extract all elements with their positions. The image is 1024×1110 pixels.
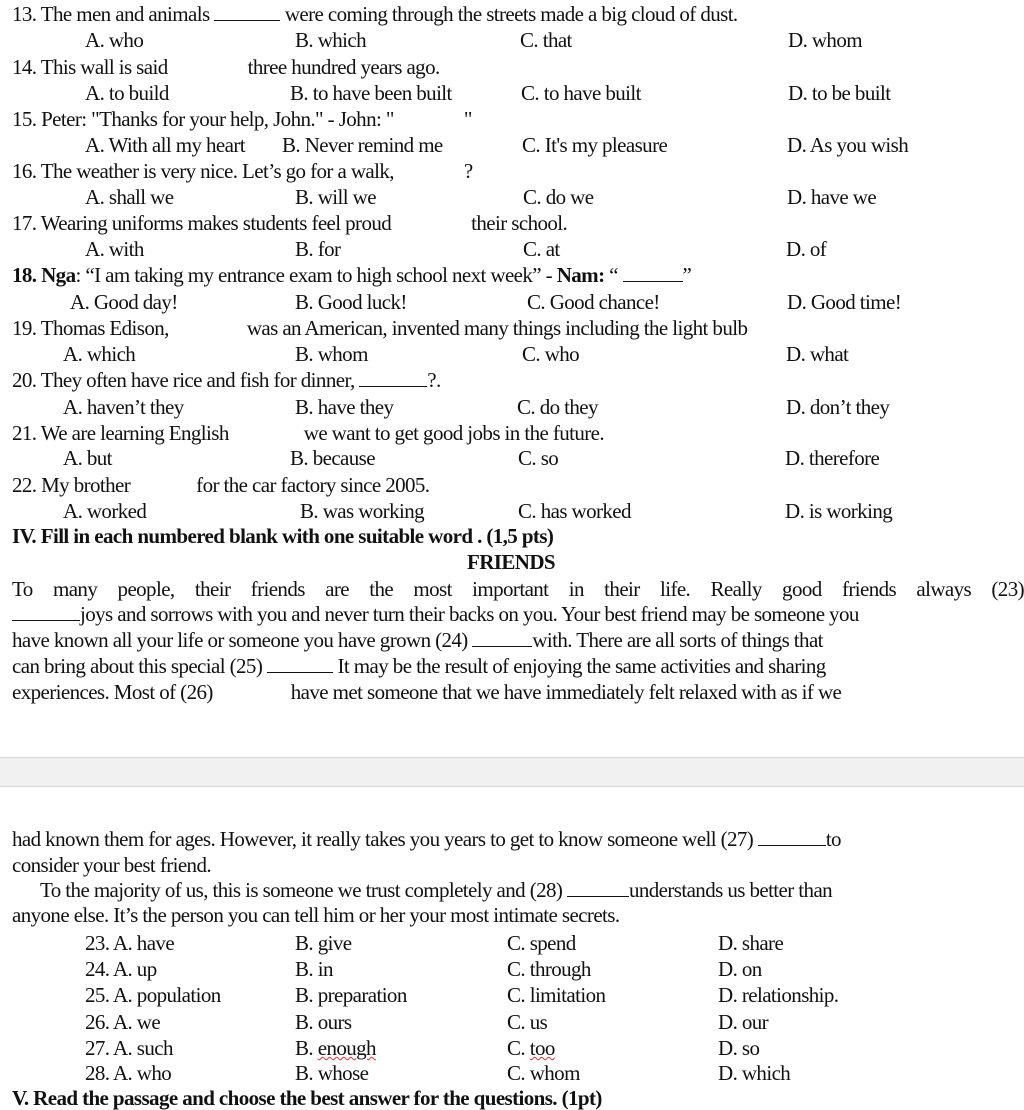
passage-line-8: To the majority of us, this is someone we trust completely and (28) understands us better than: [40, 878, 833, 902]
question-19-stem: 19. Thomas Edison, was an American, invented many things including the light bulb: [12, 316, 748, 340]
option-c: C. so: [518, 446, 559, 470]
answer-23-b: B. give: [295, 931, 352, 955]
answer-blank: [214, 2, 280, 21]
option-d: D. therefore: [785, 446, 880, 470]
answer-24-a: 24. A. up: [85, 957, 157, 981]
answer-blank: [267, 654, 333, 673]
question-15-stem: 15. Peter: "Thanks for your help, John." - John: " ": [12, 107, 472, 131]
answer-25-b: B. preparation: [295, 983, 407, 1007]
option-c: C. has worked: [518, 499, 631, 523]
option-c: C. at: [523, 237, 560, 261]
option-d: D. Good time!: [787, 290, 902, 314]
option-d: D. is working: [785, 499, 893, 523]
option-c: C. Good chance!: [527, 290, 660, 314]
option-d: D. to be built: [788, 81, 891, 105]
option-b: B. Never remind me: [282, 133, 443, 157]
option-b: B. for: [295, 237, 341, 261]
answer-26-c: C. us: [507, 1010, 548, 1034]
answer-23-c: C. spend: [507, 931, 576, 955]
question-20-stem: 20. They often have rice and fish for dinner, ?.: [12, 368, 441, 392]
option-d: D. what: [786, 342, 849, 366]
answer-25-c: C. limitation: [507, 983, 606, 1007]
option-c: C. that: [520, 28, 572, 52]
passage-line-3: have known all your life or someone you have grown (24) with. There are all sorts of things that: [12, 628, 823, 652]
option-d: D. don’t they: [786, 395, 890, 419]
answer-23-a: 23. A. have: [85, 931, 175, 955]
option-a: A. who: [85, 28, 144, 52]
option-b: B. was working: [300, 499, 425, 523]
answer-26-a: 26. A. we: [85, 1010, 161, 1034]
answer-blank: [567, 878, 629, 897]
option-a: A. With all my heart: [85, 133, 245, 157]
option-a: A. haven’t they: [63, 395, 184, 419]
option-d: D. whom: [788, 28, 862, 52]
answer-28-d: D. which: [718, 1061, 791, 1085]
passage-line-7: consider your best friend.: [12, 853, 212, 877]
page-break: [0, 757, 1024, 787]
question-17-stem: 17. Wearing uniforms makes students feel proud their school.: [12, 211, 568, 235]
answer-28-a: 28. A. who: [85, 1061, 172, 1085]
section-4-heading: IV. Fill in each numbered blank with one suitable word . (1,5 pts): [12, 524, 554, 548]
option-a: A. shall we: [85, 185, 174, 209]
option-b: B. to have been built: [290, 81, 452, 105]
option-b: B. whom: [295, 342, 368, 366]
option-a: A. but: [63, 446, 112, 470]
answer-25-d: D. relationship.: [718, 983, 839, 1007]
answer-25-a: 25. A. population: [85, 983, 221, 1007]
option-c: C. to have built: [521, 81, 641, 105]
passage-line-9: anyone else. It’s the person you can tell him or her your most intimate secrets.: [12, 903, 620, 927]
question-13-stem: 13. The men and animals were coming through the streets made a big cloud of dust.: [12, 2, 738, 26]
option-a: A. Good day!: [70, 290, 178, 314]
question-14-stem: 14. This wall is said three hundred years ago.: [12, 55, 440, 79]
passage-line-2: joys and sorrows with you and never turn their backs on you. Your best friend may be someone you: [12, 602, 1024, 626]
option-b: B. which: [295, 28, 367, 52]
option-a: A. which: [63, 342, 136, 366]
option-a: A. to build: [85, 81, 169, 105]
option-a: A. worked: [63, 499, 147, 523]
spellcheck-word: too: [529, 1036, 555, 1060]
question-18-stem: 18. Nga: “I am taking my entrance exam to high school next week” - Nam: “ ”: [12, 263, 692, 287]
answer-27-c: C. too: [507, 1036, 555, 1060]
passage-line-4: can bring about this special (25) It may be the result of enjoying the same activities and sharing: [12, 654, 826, 678]
passage-title: FRIENDS: [467, 550, 555, 574]
passage-line-6: had known them for ages. However, it really takes you years to get to know someone well (27) to: [12, 827, 841, 851]
option-b: B. Good luck!: [295, 290, 407, 314]
answer-26-b: B. ours: [295, 1010, 352, 1034]
option-c: C. It's my pleasure: [522, 133, 668, 157]
question-22-stem: 22. My brother for the car factory since 2005.: [12, 473, 430, 497]
option-d: D. have we: [787, 185, 877, 209]
answer-blank: [12, 602, 80, 621]
question-21-stem: 21. We are learning English we want to get good jobs in the future.: [12, 421, 605, 445]
answer-blank: [359, 368, 427, 387]
answer-23-d: D. share: [718, 931, 784, 955]
passage-line-1: To many people, their friends are the most important in their life. Really good friends always (23): [12, 577, 1024, 601]
answer-27-a: 27. A. such: [85, 1036, 173, 1060]
option-b: B. because: [290, 446, 375, 470]
option-d: D. As you wish: [787, 133, 909, 157]
option-b: B. will we: [295, 185, 376, 209]
option-b: B. have they: [295, 395, 394, 419]
answer-26-d: D. our: [718, 1010, 769, 1034]
question-16-stem: 16. The weather is very nice. Let’s go for a walk, ?: [12, 159, 473, 183]
option-c: C. do we: [523, 185, 594, 209]
answer-blank: [623, 263, 683, 282]
answer-24-b: B. in: [295, 957, 333, 981]
option-d: D. of: [786, 237, 827, 261]
spellcheck-word: enough: [317, 1036, 376, 1060]
answer-28-b: B. whose: [295, 1061, 369, 1085]
answer-27-b: B. enough: [295, 1036, 376, 1060]
answer-blank: [472, 628, 532, 647]
answer-28-c: C. whom: [507, 1061, 580, 1085]
answer-24-c: C. through: [507, 957, 591, 981]
option-a: A. with: [85, 237, 144, 261]
option-c: C. who: [522, 342, 580, 366]
answer-27-d: D. so: [718, 1036, 760, 1060]
answer-24-d: D. on: [718, 957, 762, 981]
passage-line-5: experiences. Most of (26) have met someone that we have immediately felt relaxed with as if we: [12, 680, 842, 704]
section-5-heading: V. Read the passage and choose the best answer for the questions. (1pt): [12, 1086, 602, 1110]
option-c: C. do they: [517, 395, 598, 419]
answer-blank: [758, 827, 826, 846]
